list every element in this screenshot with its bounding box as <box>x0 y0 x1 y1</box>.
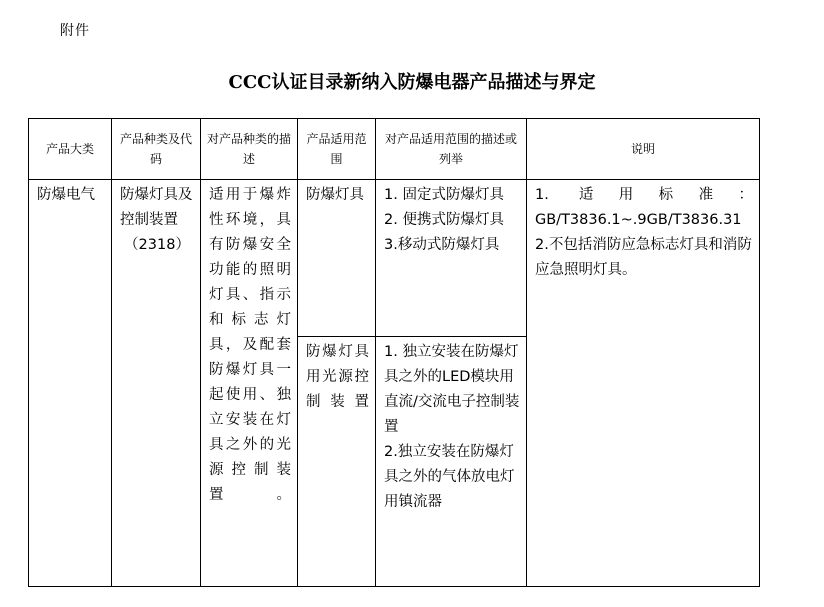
scope-item: 3.移动式防爆灯具 <box>384 237 500 253</box>
header-notes: 说明 <box>527 119 760 180</box>
scope-description-cell-lamps <box>376 180 527 337</box>
product-code: （2318） <box>124 237 190 253</box>
note-item: 1. 适用标准：GB/T3836.1~.9GB/T3836.31 <box>535 187 753 228</box>
header-row <box>29 119 760 180</box>
scope-description-cell-control-gear <box>376 337 527 587</box>
catalog-table <box>28 118 760 587</box>
header-scope-description: 对产品适用范围的描述或列举 <box>376 119 527 180</box>
product-kind-cell <box>112 180 201 587</box>
header-kind-description: 对产品种类的描述 <box>201 119 298 180</box>
scope-item: 1. 固定式防爆灯具 <box>384 187 504 203</box>
product-kind-name: 防爆灯具及控制装置 <box>120 187 193 228</box>
header-scope: 产品适用范围 <box>298 119 376 180</box>
scope-item: 1. 独立安装在防爆灯具之外的LED模块用直流/交流电子控制装置 <box>384 344 520 435</box>
scope-item: 2.独立安装在防爆灯具之外的气体放电灯用镇流器 <box>384 444 515 510</box>
note-item: 2.不包括消防应急标志灯具和消防应急照明灯具。 <box>535 237 752 278</box>
table-row <box>29 180 760 337</box>
header-product-kind: 产品种类及代码 <box>112 119 201 180</box>
header-category: 产品大类 <box>29 119 112 180</box>
scope-cell-lamps: 防爆灯具 <box>298 180 376 337</box>
scope-cell-control-gear: 防爆灯具用光源控制装置 <box>298 337 376 587</box>
scope-item: 2. 便携式防爆灯具 <box>384 212 504 228</box>
document-title: CCC认证目录新纳入防爆电器产品描述与界定 <box>228 72 596 93</box>
kind-description-cell: 适用于爆炸性环境，具有防爆安全功能的照明灯具、指示和标志灯具，及配套防爆灯具一起使用、独立安装在灯具之外的光源控制装置。 <box>201 180 298 587</box>
notes-cell <box>527 180 760 587</box>
annex-label: 附件 <box>60 23 90 39</box>
category-cell: 防爆电气 <box>29 180 112 587</box>
